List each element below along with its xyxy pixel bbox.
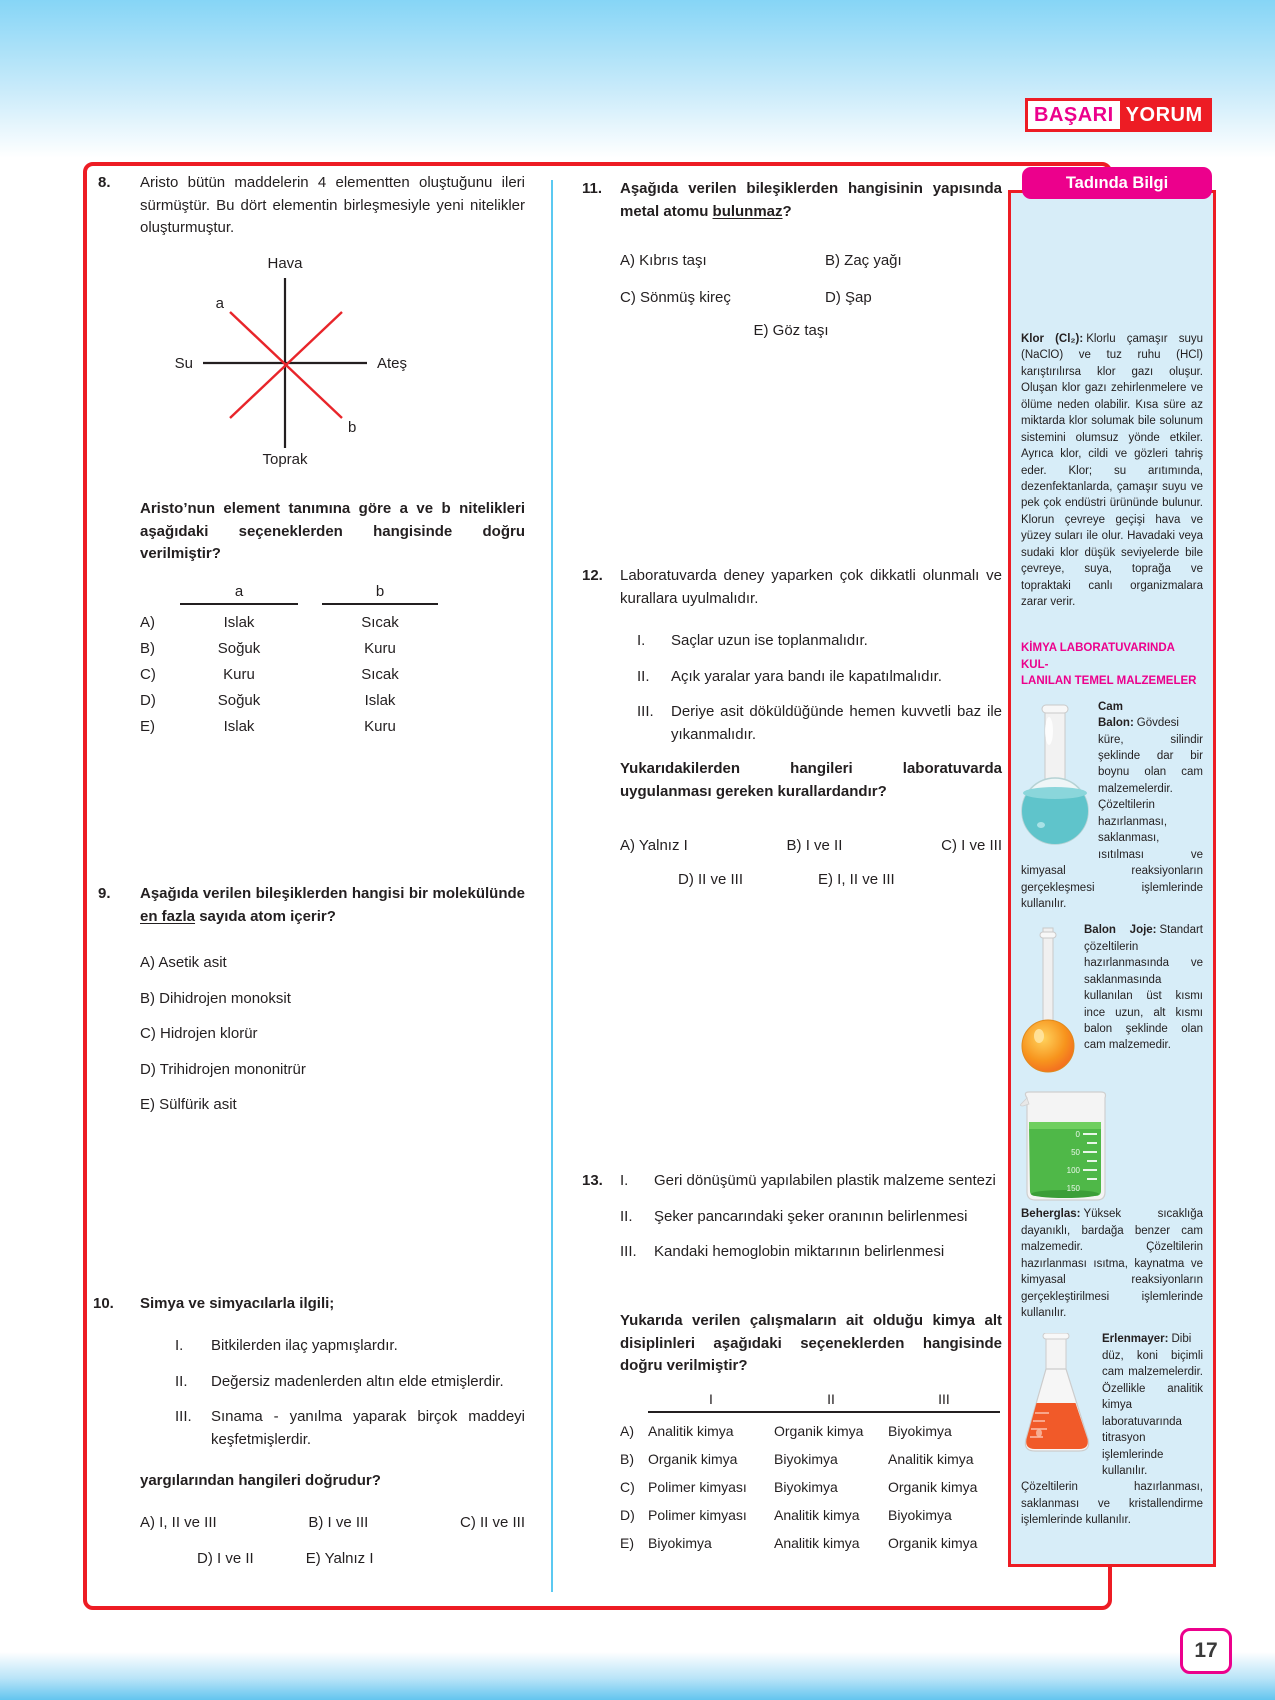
beaker-scale-100: 100	[1066, 1166, 1080, 1176]
question-12-items	[637, 617, 1002, 746]
diagram-label-su: Su	[174, 355, 193, 372]
option: E) Sülfürik asit	[140, 1096, 237, 1113]
cell: Biyokimya	[774, 1451, 838, 1467]
roman-numeral: II.	[175, 1372, 188, 1390]
option-letter: E)	[620, 1535, 634, 1551]
table-row	[620, 1422, 1000, 1441]
roman-numeral: I.	[175, 1337, 184, 1354]
option-letter: A)	[140, 614, 155, 631]
stem-underlined: bulunmaz	[712, 202, 783, 220]
beherglas-title: Beherglas:	[1021, 1208, 1081, 1221]
question-11-number: 11.	[582, 180, 603, 197]
table-row	[620, 1478, 1000, 1497]
question-10-stem: yargılarından hangileri doğrudur?	[140, 1472, 381, 1489]
option-value-b: Islak	[364, 692, 396, 709]
question-12-options-row2	[678, 869, 1002, 892]
item-text: Değersiz madenlerden altın elde etmişlerdir.	[211, 1372, 504, 1390]
option: D) Şap	[825, 288, 872, 306]
option-letter: C)	[140, 666, 156, 683]
question-11-options	[620, 250, 1002, 309]
table-row	[620, 1506, 1000, 1525]
stem-text: Aşağıda verilen bileşiklerden hangisi bir molekülünde	[140, 885, 525, 902]
roman-numeral: III.	[620, 1243, 637, 1260]
question-11	[582, 178, 1002, 223]
roman-item	[637, 701, 1002, 746]
option-value-a: Soğuk	[217, 640, 261, 657]
option-value-a: Islak	[223, 614, 255, 631]
cell: Analitik kimya	[888, 1451, 974, 1467]
item-text: Deriye asit döküldüğünde hemen kuvvetli baz ile yıkanmalıdır.	[671, 703, 1002, 743]
cell: Polimer kimyası	[648, 1507, 747, 1523]
cell: Biyokimya	[648, 1535, 712, 1551]
table-row	[140, 692, 440, 709]
question-10-items	[175, 1322, 525, 1451]
diagram-label-ates: Ateş	[377, 355, 408, 372]
table-header-3: III	[888, 1390, 1000, 1413]
question-13	[582, 1170, 1002, 1264]
question-13-answer-table	[620, 1390, 1000, 1553]
question-10-intro: Simya ve simyacılarla ilgili;	[140, 1295, 335, 1312]
roman-item	[620, 1206, 1002, 1229]
beaker-scale-0: 0	[1075, 1130, 1080, 1140]
question-9-number: 9.	[98, 885, 111, 902]
option: B) Zaç yağı	[825, 252, 902, 269]
heading-line-2: LANILAN TEMEL MALZEMELER	[1021, 674, 1197, 687]
table-row	[140, 718, 440, 735]
question-10	[93, 1293, 525, 1316]
roman-item	[175, 1406, 525, 1451]
option: C) II ve III	[459, 1514, 525, 1531]
erlenmayer-text: Dibi düz, koni biçimli cam malzemelerdir. Özellikle analitik kimya laboratuvarında titrasyon işlemlerinde kullanılır. Çözeltilerin hazırlanması, saklanması ve kristallendirme işlemlerinde kullanılır.	[1021, 1333, 1203, 1527]
question-13-items	[620, 1170, 1002, 1264]
table-header-a: a	[180, 583, 298, 605]
table-header-1: I	[648, 1390, 774, 1413]
table-header-row	[620, 1390, 1000, 1413]
round-bottom-flask-image	[1019, 701, 1091, 849]
option: B) Dihidrojen monoksit	[140, 989, 291, 1007]
cell: Organik kimya	[648, 1451, 738, 1467]
bottom-gradient	[0, 1652, 1275, 1700]
chlorine-info-paragraph	[1021, 331, 1203, 610]
option-value-b: Kuru	[364, 640, 396, 657]
question-8-number: 8.	[98, 174, 111, 191]
volumetric-flask-image	[1019, 924, 1077, 1074]
chlorine-text: Klorlu çamaşır suyu (NaClO) ve tuz ruhu (HCl) karıştırılırsa klor gazı oluşur. Oluşan klor gazı zehirlenmelere ve ölüme neden olabilir. Kısa süre az miktarda klor solumak bile solunum sistemini olumsuz yönde etkiler. Ayrıca klor, cildi ve gözleri tahriş eder. Klor; su arıtımında, dezenfektanlarda, çamaşır suyu ve pek çok endüstri ürününde bulunur. Klorun çevreye geçişi hava ve yüzey suları ile olur. Havadaki veya sudaki klor düşük seviyelerde bile çevreye, suya, toprağa ve topraktaki canlı organizmalara zarar verir.	[1021, 333, 1203, 608]
stem-underlined: en fazla	[140, 907, 196, 925]
diagram-label-b: b	[348, 419, 357, 436]
item-text: Şeker pancarındaki şeker oranının belirlenmesi	[654, 1207, 968, 1225]
option-letter: B)	[140, 640, 155, 657]
table-header-2: II	[774, 1390, 888, 1413]
beaker-scale-150: 150	[1066, 1184, 1080, 1194]
option-value-a: Islak	[223, 718, 255, 735]
info-sidebar	[1008, 190, 1216, 1567]
balon-joje-text: Standart çözeltilerin hazırlanmasında ve saklanmasında kullanılan üst kısmı ince uzun, alt kısmı balon şeklinde olan cam malzemedir.	[1084, 924, 1203, 1052]
option-value-a: Soğuk	[217, 692, 261, 709]
option: B) I ve III	[308, 1514, 369, 1531]
option-letter: D)	[140, 692, 156, 709]
table-row	[620, 1450, 1000, 1469]
option: C) Hidrojen klorür	[140, 1025, 258, 1042]
option: B) I ve II	[786, 837, 843, 854]
option: A) Kıbrıs taşı	[620, 252, 707, 269]
question-8-intro: Aristo bütün maddelerin 4 elementten oluştuğunu ileri sürmüştür. Bu dört elementin birleşmesiyle yeni nitelikler oluşturmuştur.	[140, 174, 525, 236]
question-12-number: 12.	[582, 567, 603, 584]
brand-logo	[1025, 98, 1212, 132]
erlenmayer-section	[1021, 1321, 1203, 1528]
table-row	[140, 666, 440, 683]
cell: Organik kimya	[774, 1423, 864, 1439]
option-letter: D)	[620, 1507, 635, 1523]
option-letter: E)	[140, 718, 155, 735]
option: E) I, II ve III	[818, 871, 895, 888]
question-10-options-row1	[140, 1512, 525, 1535]
option: A) Yalnız I	[620, 837, 688, 854]
cell: Organik kimya	[888, 1479, 978, 1495]
option: C) I ve III	[941, 837, 1002, 854]
cam-balon-title: Cam Balon:	[1098, 700, 1134, 730]
cell: Biyokimya	[888, 1423, 952, 1439]
cam-balon-section	[1021, 689, 1203, 913]
erlenmeyer-flask-image	[1019, 1333, 1095, 1461]
option-value-b: Sıcak	[361, 614, 399, 631]
cell: Organik kimya	[888, 1535, 978, 1551]
table-row	[140, 614, 440, 631]
question-13-stem: Yukarıda verilen çalışmaların ait olduğu kimya alt disiplinleri aşağıdaki seçeneklerden hangisinde doğru verilmiştir?	[620, 1312, 1002, 1374]
question-11-option-e: E) Göz taşı	[753, 322, 829, 339]
beherglas-text: Yüksek sıcaklığa dayanıklı, bardağa benzer cam malzemedir. Çözeltilerin hazırlanması ısıtma, kaynatma ve kimyasal reaksiyonların gerçekleştirilmesi işlemlerinde kullanılır.	[1021, 1208, 1203, 1320]
option-value-b: Sıcak	[361, 666, 399, 683]
option: D) I ve II	[197, 1550, 254, 1567]
lab-equipment-heading	[1021, 640, 1203, 688]
option: A) Asetik asit	[140, 954, 227, 971]
item-text: Açık yaralar yara bandı ile kapatılmalıdır.	[671, 667, 942, 685]
roman-numeral: II.	[620, 1207, 633, 1225]
roman-item	[175, 1335, 525, 1358]
roman-numeral: I.	[620, 1172, 629, 1189]
page-number-value: 17	[1194, 1639, 1218, 1662]
option-value-b: Kuru	[364, 718, 396, 735]
roman-numeral: I.	[637, 632, 646, 649]
column-divider	[551, 180, 553, 1592]
option-letter: C)	[620, 1479, 635, 1495]
four-elements-diagram	[130, 250, 440, 468]
roman-item	[620, 1241, 1002, 1264]
roman-numeral: II.	[637, 667, 650, 685]
option: E) Yalnız I	[305, 1550, 374, 1567]
question-10-options-row2	[197, 1548, 525, 1571]
question-9-options	[140, 952, 525, 1130]
balon-joje-title: Balon Joje:	[1084, 924, 1157, 937]
question-9-stem	[140, 883, 525, 928]
question-8	[98, 172, 525, 240]
balon-joje-section	[1021, 912, 1203, 1054]
question-11-stem	[620, 178, 1002, 223]
roman-item	[620, 1170, 1002, 1193]
beaker-scale-50: 50	[1071, 1148, 1080, 1158]
item-text: Geri dönüşümü yapılabilen plastik malzeme sentezi	[654, 1172, 996, 1189]
cell: Biyokimya	[774, 1479, 838, 1495]
option-letter: A)	[620, 1423, 634, 1439]
diagram-label-hava: Hava	[267, 255, 303, 272]
roman-item	[637, 630, 1002, 653]
diagram-label-toprak: Toprak	[262, 451, 308, 468]
question-10-number: 10.	[93, 1295, 114, 1312]
table-header-row	[140, 583, 440, 605]
erlenmayer-title: Erlenmayer:	[1102, 1333, 1169, 1346]
page-number	[1180, 1628, 1232, 1674]
option-value-a: Kuru	[223, 666, 255, 683]
item-text: Bitkilerden ilaç yapmışlardır.	[211, 1337, 398, 1354]
roman-numeral: III.	[637, 703, 654, 720]
question-9	[98, 883, 525, 928]
stem-text: Aşağıda verilen bileşiklerden hangisinin yapısında metal atomu	[620, 180, 1002, 220]
brand-logo-left: BAŞARI	[1028, 101, 1120, 129]
top-gradient	[0, 0, 1275, 158]
beaker-image	[1019, 1088, 1111, 1204]
stem-text: ?	[782, 202, 792, 220]
cell: Analitik kimya	[648, 1423, 734, 1439]
heading-line-1: KİMYA LABORATUVARINDA KUL-	[1021, 642, 1175, 671]
item-text: Sınama - yanılma yaparak birçok maddeyi keşfetmişlerdir.	[211, 1408, 525, 1448]
stem-text: sayıda atom içerir?	[195, 907, 336, 925]
cell: Analitik kimya	[774, 1535, 860, 1551]
question-8-stem: Aristo’nun element tanımına göre a ve b nitelikleri aşağıdaki seçeneklerden hangisinde doğru verilmiştir?	[140, 500, 525, 562]
option-letter: B)	[620, 1451, 634, 1467]
cell: Polimer kimyası	[648, 1479, 747, 1495]
roman-item	[175, 1371, 525, 1394]
roman-numeral: III.	[175, 1408, 192, 1425]
table-row	[620, 1534, 1000, 1553]
question-12	[582, 565, 1002, 610]
question-13-number: 13.	[582, 1172, 603, 1189]
table-row	[140, 640, 440, 657]
option: C) Sönmüş kireç	[620, 288, 731, 306]
chlorine-title: Klor (Cl₂):	[1021, 333, 1084, 345]
cell: Analitik kimya	[774, 1507, 860, 1523]
item-text: Saçlar uzun ise toplanmalıdır.	[671, 632, 868, 649]
option: D) II ve III	[678, 871, 744, 888]
question-12-options-row1	[620, 835, 1002, 858]
cell: Biyokimya	[888, 1507, 952, 1523]
question-12-stem: Yukarıdakilerden hangileri laboratuvarda uygulanması gereken kurallardandır?	[620, 760, 1002, 800]
beherglas-section	[1021, 1076, 1203, 1321]
question-12-intro: Laboratuvarda deney yaparken çok dikkatli olunmalı ve kurallara uyulmalıdır.	[620, 567, 1002, 607]
option: A) I, II ve III	[140, 1514, 217, 1531]
question-8-answer-table	[140, 583, 440, 735]
option: D) Trihidrojen mononitrür	[140, 1060, 306, 1078]
table-header-b: b	[322, 583, 438, 605]
item-text: Kandaki hemoglobin miktarının belirlenmesi	[654, 1243, 945, 1260]
diagram-label-a: a	[215, 295, 224, 312]
cam-balon-text: Gövdesi küre, silindir şeklinde dar bir boynu olan cam malzemelerdir. Çözeltilerin hazırlanması, saklanması, ısıtılması ve kimyasal reaksiyonların gerçekleşmesi işlemlerinde kullanılır.	[1021, 717, 1203, 910]
tadinda-bilgi-badge: Tadında Bilgi	[1022, 167, 1212, 199]
roman-item	[637, 666, 1002, 689]
brand-logo-right: YORUM	[1120, 101, 1209, 129]
